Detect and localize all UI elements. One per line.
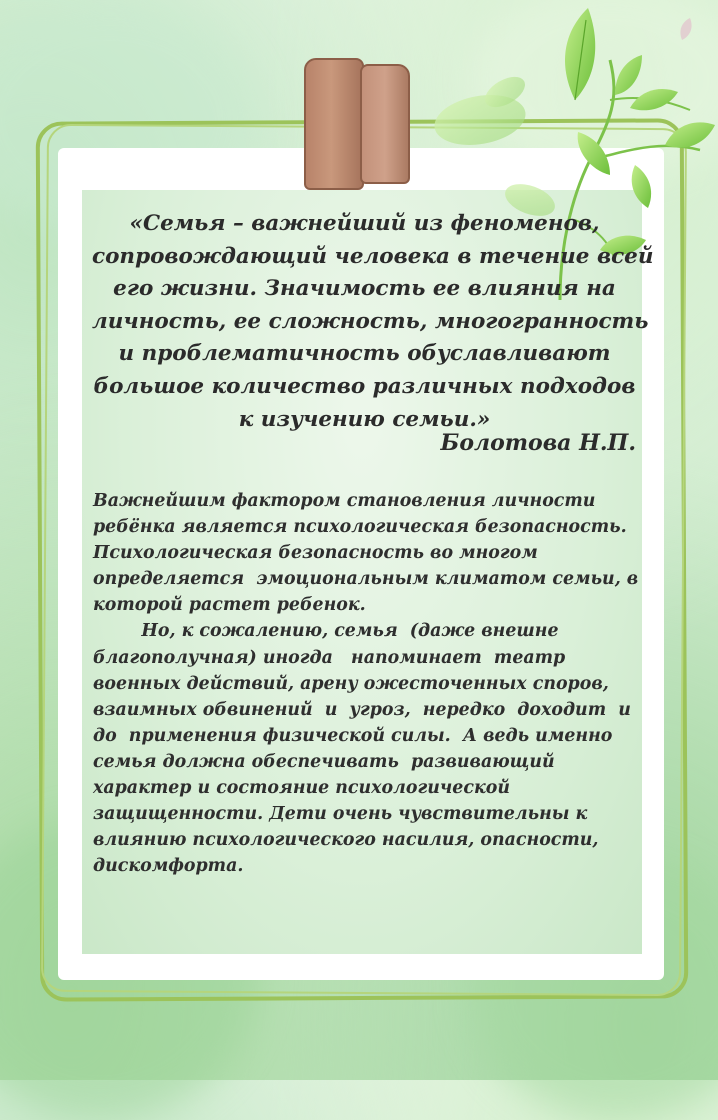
quote-line: сопровождающий человека в течение всей <box>92 243 654 269</box>
clip-right-half <box>360 64 410 184</box>
body-line: благополучная) иногда напоминает театр <box>93 647 566 668</box>
quote-line: и проблематичность обуславливают <box>118 341 611 367</box>
clip-left-half <box>304 58 364 190</box>
epigraph-quote <box>92 208 654 436</box>
body-line: Психологическая безопасность во многом <box>93 543 538 564</box>
quote-line: личность, ее сложность, многогранность <box>92 308 649 334</box>
body-line: дискомфорта. <box>93 856 244 877</box>
body-line: военных действий, арену ожесточенных споров, <box>93 673 609 694</box>
body-line: определяется эмоциональным климатом семьи, в <box>93 569 639 590</box>
body-line: Но, к сожалению, семья (даже внешне <box>93 621 559 642</box>
quote-line: «Семья – важнейший из феноменов, <box>129 211 600 236</box>
body-line: семья должна обеспечивать развивающий <box>93 751 555 772</box>
body-line: характер и состояние психологической <box>93 778 510 799</box>
body-line: влиянию психологического насилия, опасности, <box>93 830 599 851</box>
body-line: которой растет ребенок. <box>93 595 366 616</box>
quote-author: Болотова Н.П. <box>440 430 636 456</box>
body-line: Важнейшим фактором становления личности <box>93 491 596 511</box>
body-line: защищенности. Дети очень чувствительны к <box>93 804 588 825</box>
body-paragraphs <box>93 488 653 879</box>
quote-line: его жизни. Значимость ее влияния на <box>113 276 616 302</box>
wooden-clip-icon <box>304 58 410 192</box>
body-line: взаимных обвинений и угроз, нередко доходит и <box>93 699 631 720</box>
body-line: до применения физической силы. А ведь именно <box>93 725 613 746</box>
body-line: ребёнка является психологическая безопасность. <box>93 517 627 538</box>
quote-line: большое количество различных подходов <box>93 373 636 399</box>
quote-line: к изучению семьи.» <box>238 406 491 432</box>
